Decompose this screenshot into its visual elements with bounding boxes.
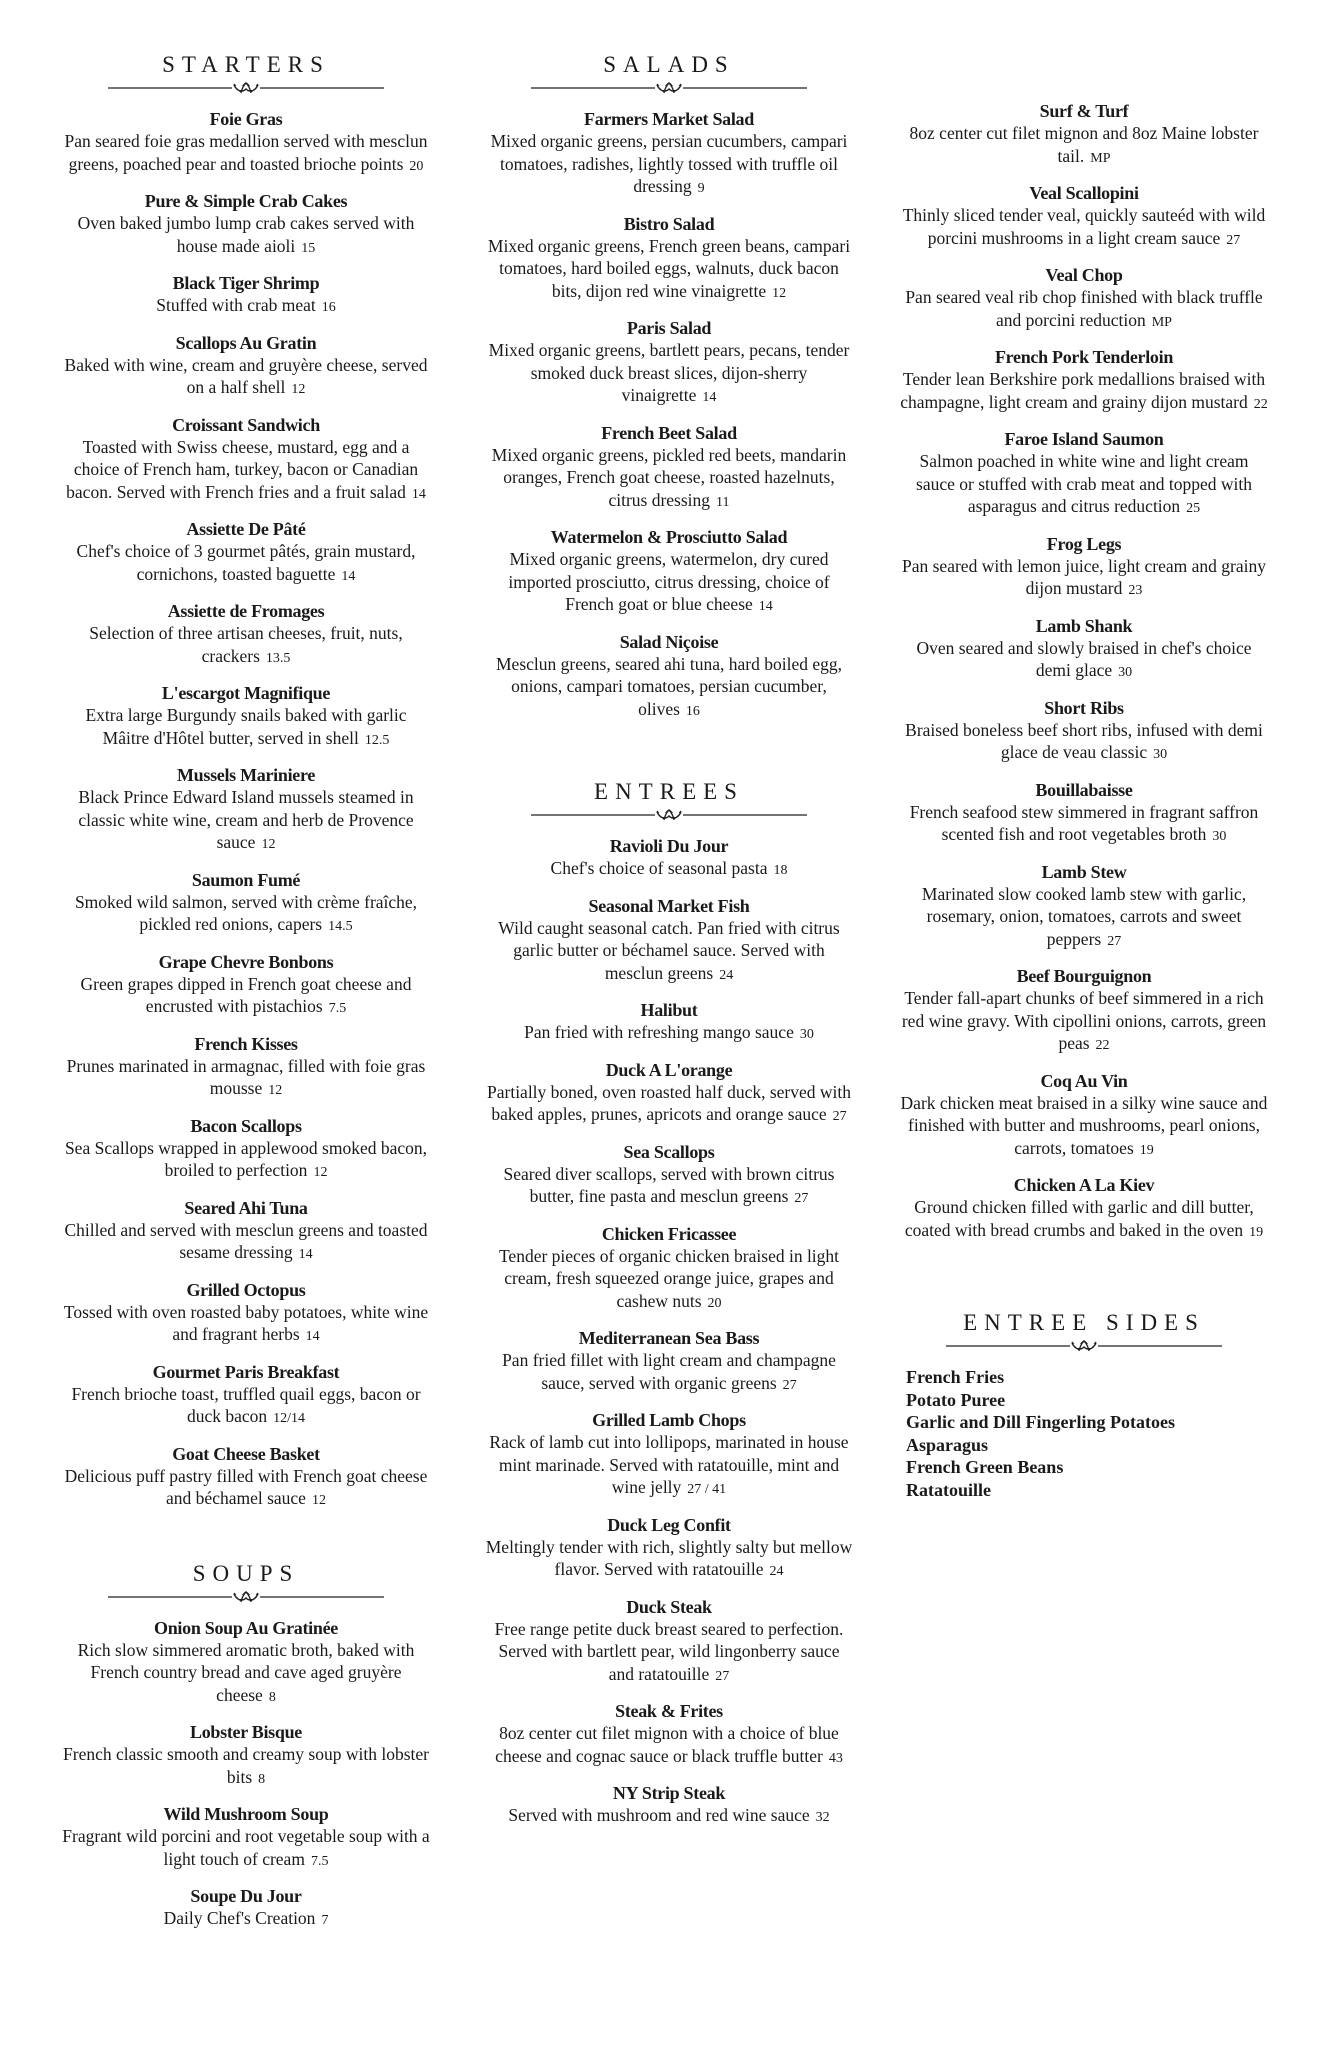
menu-item-description — [900, 1092, 1268, 1163]
menu-item-price: 11 — [716, 494, 730, 510]
menu-item-description — [62, 354, 430, 402]
menu-item — [62, 600, 430, 670]
menu-item-price: 12 — [772, 285, 787, 301]
salads-list — [485, 108, 853, 723]
menu-item-name: Coq Au Vin — [1040, 1070, 1128, 1091]
menu-item-description — [900, 883, 1268, 954]
description-text: Served with mushroom and red wine sauce — [508, 1805, 810, 1825]
menu-item — [485, 1059, 853, 1129]
menu-item-description — [485, 339, 853, 410]
menu-item — [62, 1617, 430, 1710]
menu-item-name: Bistro Salad — [623, 213, 715, 234]
menu-item — [485, 108, 853, 201]
column-right — [900, 100, 1268, 1501]
menu-item-price: 27 — [782, 1377, 797, 1393]
description-text: Mixed organic greens, watermelon, dry cured imported prosciutto, citrus dressing, choice of French goat or blue cheese — [508, 549, 830, 614]
menu-item-name: Soupe Du Jour — [190, 1886, 302, 1906]
menu-item-description — [485, 1618, 853, 1689]
menu-item — [62, 1803, 430, 1873]
menu-item — [900, 861, 1268, 954]
menu-item-price: 27 — [832, 1109, 847, 1124]
menu-item — [485, 895, 853, 988]
description-text: Pan fried with refreshing mango sauce — [524, 1022, 794, 1042]
menu-item — [485, 631, 853, 724]
menu-item — [485, 422, 853, 515]
menu-item-description — [900, 204, 1268, 252]
menu-item-description — [900, 368, 1268, 416]
description-text: Tender lean Berkshire pork medallions braised with champagne, light cream and grainy dijon mustard — [900, 369, 1266, 412]
menu-item — [62, 272, 430, 320]
fleur-flourish-icon — [531, 807, 807, 823]
menu-item-description — [485, 1081, 853, 1129]
section-header-salads — [485, 50, 853, 96]
menu-item-name: Veal Scallopini — [1029, 183, 1139, 203]
menu-item-price: 19 — [1249, 1224, 1264, 1240]
menu-item-name: Ravioli Du Jour — [609, 836, 729, 856]
description-text: French seafood stew simmered in fragrant saffron scented fish and root vegetables broth — [909, 801, 1259, 844]
menu-item-name: Croissant Sandwich — [172, 414, 320, 435]
menu-item-description — [900, 122, 1268, 170]
menu-item-description — [62, 891, 430, 939]
menu-item-price: 43 — [828, 1750, 843, 1766]
description-text: Mixed organic greens, pickled red beets, mandarin oranges, French goat cheese, roasted hazelnuts, citrus dressing — [491, 444, 847, 510]
menu-item-description — [485, 857, 853, 883]
section-title-sides: ENTREE SIDES — [963, 1310, 1205, 1335]
description-text: Fragrant wild porcini and root vegetable soup with a light touch of cream — [62, 1826, 430, 1869]
menu-item-name: Assiette De Pâté — [186, 519, 306, 539]
menu-item-price: 18 — [773, 863, 788, 878]
menu-item-description — [485, 1163, 853, 1211]
menu-item-price: 25 — [1186, 501, 1201, 516]
menu-item-name: Farmers Market Salad — [584, 109, 754, 129]
menu-item-description — [62, 704, 430, 752]
menu-item-description — [900, 637, 1268, 685]
sides-list — [900, 1366, 1268, 1501]
menu-item-name: Grilled Lamb Chops — [592, 1410, 746, 1430]
menu-item-description — [485, 1804, 853, 1830]
menu-item-price: 14 — [305, 1329, 320, 1344]
menu-item-price: 14 — [702, 390, 717, 405]
menu-item-price: 22 — [1253, 396, 1268, 412]
description-text: Oven seared and slowly braised in chef's choice demi glace — [916, 637, 1252, 680]
menu-item — [485, 213, 853, 306]
menu-item — [62, 869, 430, 939]
menu-item-name: Halibut — [640, 1000, 698, 1020]
section-header-sides — [900, 1308, 1268, 1354]
description-text: Braised boneless beef short ribs, infused with demi glace de veau classic — [905, 719, 1263, 762]
menu-item-name: Watermelon & Prosciutto Salad — [550, 527, 788, 547]
menu-item-description — [62, 540, 430, 588]
menu-item — [62, 1361, 430, 1431]
menu-item-price: 20 — [707, 1295, 722, 1311]
menu-item — [900, 428, 1268, 521]
menu-item-price: 12 — [313, 1165, 328, 1180]
menu-item-name: NY Strip Steak — [612, 1783, 726, 1803]
menu-item-name: Duck Leg Confit — [607, 1514, 731, 1535]
menu-item-description — [900, 1196, 1268, 1244]
menu-item-price: 27 — [1107, 933, 1122, 949]
description-text: Tender pieces of organic chicken braised in light cream, fresh squeezed orange juice, grapes and cashew nuts — [498, 1245, 840, 1311]
menu-item-price: 32 — [815, 1810, 830, 1825]
menu-item — [900, 533, 1268, 603]
menu-item-name: Surf & Turf — [1039, 101, 1129, 121]
description-text: Oven baked jumbo lump crab cakes served with house made aioli — [77, 213, 415, 256]
menu-item — [900, 182, 1268, 252]
menu-item-price: 7.5 — [328, 1001, 347, 1016]
description-text: 8oz center cut filet mignon and 8oz Maine lobster tail. — [909, 123, 1259, 166]
menu-item-price: 30 — [1118, 665, 1133, 680]
menu-item-name: Sea Scallops — [623, 1141, 715, 1162]
menu-item — [62, 1033, 430, 1103]
description-text: Tossed with oven roasted baby potatoes, white wine and fragrant herbs — [63, 1301, 429, 1344]
menu-item-name: Assiette de Fromages — [167, 601, 325, 621]
menu-item-description — [485, 1536, 853, 1584]
entrees-continued-list — [900, 100, 1268, 1244]
menu-item-price: 30 — [1212, 829, 1227, 844]
menu-item-name: Veal Chop — [1045, 265, 1123, 285]
menu-item-name: Chicken A La Kiev — [1013, 1175, 1155, 1195]
description-text: Stuffed with crab meat — [156, 295, 316, 315]
fleur-flourish-icon — [946, 1338, 1222, 1354]
menu-item — [62, 332, 430, 402]
menu-item-name: Steak & Frites — [615, 1701, 723, 1721]
fleur-flourish-icon — [531, 80, 807, 96]
menu-item-price: 22 — [1095, 1038, 1110, 1053]
description-text: Free range petite duck breast seared to perfection. Served with bartlett pear, wild lingonberry sauce and ratatouille — [494, 1618, 844, 1684]
description-text: Chilled and served with mesclun greens and toasted sesame dressing — [64, 1219, 428, 1262]
description-text: Dark chicken meat braised in a silky wine sauce and finished with butter and mushrooms, pearl onions, carrots, tomatoes — [900, 1092, 1268, 1158]
menu-item-price: 24 — [769, 1564, 784, 1579]
menu-item — [62, 518, 430, 588]
menu-item-description — [900, 555, 1268, 603]
menu-item — [900, 1070, 1268, 1163]
menu-item — [900, 965, 1268, 1058]
menu-item-description — [900, 450, 1268, 521]
description-text: Salmon poached in white wine and light cream sauce or stuffed with crab meat and topped with asparagus and citrus reduction — [916, 451, 1252, 516]
menu-item-price: 15 — [301, 240, 316, 256]
menu-item-description — [62, 1465, 430, 1513]
menu-item-price: 12 — [311, 1493, 326, 1508]
menu-item — [900, 1174, 1268, 1244]
menu-item-price: 14 — [411, 486, 426, 502]
menu-item — [485, 1327, 853, 1397]
description-text: Wild caught seasonal catch. Pan fried with citrus garlic butter or béchamel sauce. Served with mesclun greens — [498, 917, 840, 983]
menu-item-description — [62, 1825, 430, 1873]
menu-item-name: Bouillabaisse — [1035, 779, 1133, 800]
menu-item-price: 14.5 — [328, 919, 353, 934]
menu-item — [62, 1197, 430, 1267]
menu-item-description — [485, 1245, 853, 1316]
menu-item-name: Duck Steak — [626, 1596, 712, 1617]
description-text: Selection of three artisan cheeses, fruit, nuts, crackers — [89, 623, 403, 666]
menu-item — [62, 1279, 430, 1349]
menu-item-description — [485, 1349, 853, 1397]
menu-item — [900, 346, 1268, 416]
menu-item-name: Short Ribs — [1044, 697, 1124, 718]
entrees-list — [485, 835, 853, 1830]
section-header-starters — [62, 50, 430, 96]
menu-item — [62, 190, 430, 260]
menu-item-description — [62, 1383, 430, 1431]
description-text: Prunes marinated in armagnac, filled with foie gras mousse — [66, 1055, 426, 1098]
menu-item-description — [62, 130, 430, 178]
column-left — [62, 50, 430, 1945]
menu-item — [900, 264, 1268, 334]
menu-item — [900, 100, 1268, 170]
menu-item-name: Bacon Scallops — [190, 1115, 302, 1136]
menu-item-description — [485, 917, 853, 988]
menu-item-description — [900, 987, 1268, 1058]
menu-item-name: L'escargot Magnifique — [161, 683, 331, 703]
menu-item-description — [62, 212, 430, 260]
menu-item — [62, 108, 430, 178]
side-item: Ratatouille — [906, 1479, 991, 1500]
menu-item — [485, 1782, 853, 1830]
menu-item-description — [900, 801, 1268, 849]
description-text: Pan seared with lemon juice, light cream and grainy dijon mustard — [902, 555, 1266, 598]
menu-item — [900, 615, 1268, 685]
menu-item-price: 14 — [341, 568, 356, 584]
side-item: French Green Beans — [906, 1457, 1064, 1477]
description-text: French brioche toast, truffled quail eggs, bacon or duck bacon — [71, 1383, 421, 1426]
menu-item-name: Pure & Simple Crab Cakes — [144, 191, 348, 211]
menu-item-description — [485, 1431, 853, 1502]
description-text: Pan fried fillet with light cream and champagne sauce, served with organic greens — [502, 1350, 836, 1393]
side-item: Asparagus — [906, 1434, 989, 1455]
description-text: Smoked wild salmon, served with crème fraîche, pickled red onions, capers — [74, 891, 418, 934]
menu-item — [62, 414, 430, 507]
menu-item-description — [900, 286, 1268, 334]
menu-item — [62, 1443, 430, 1513]
section-title-starters: STARTERS — [162, 52, 330, 77]
section-title-entrees: ENTREES — [594, 779, 744, 804]
menu-item-description — [62, 1301, 430, 1349]
menu-item — [900, 779, 1268, 849]
menu-item — [485, 1223, 853, 1316]
menu-item-description — [62, 1055, 430, 1103]
menu-item-price: MP — [1090, 150, 1111, 166]
description-text: Mixed organic greens, bartlett pears, pecans, tender smoked duck breast slices, dijon-sherry vinaigrette — [488, 340, 850, 405]
menu-item-price: 20 — [409, 158, 424, 174]
menu-item-description — [485, 1722, 853, 1770]
menu-item — [62, 951, 430, 1021]
menu-item-name: Seared Ahi Tuna — [184, 1197, 308, 1218]
description-text: Black Prince Edward Island mussels steamed in classic white wine, cream and herb de Provence sauce — [78, 787, 414, 852]
description-text: Marinated slow cooked lamb stew with garlic, rosemary, onion, tomatoes, carrots and sweet peppers — [921, 883, 1247, 949]
description-text: Toasted with Swiss cheese, mustard, egg and a choice of French ham, turkey, bacon or Canadian bacon. Served with French fries and a fruit salad — [66, 436, 419, 502]
side-item: Potato Puree — [906, 1389, 1006, 1410]
menu-item-name: Seasonal Market Fish — [588, 895, 750, 916]
menu-item-price: 13.5 — [265, 650, 291, 666]
menu-item — [485, 1514, 853, 1584]
fleur-flourish-icon — [108, 1589, 384, 1605]
menu-item-name: Gourmet Paris Breakfast — [152, 1361, 340, 1382]
menu-item-name: Goat Cheese Basket — [172, 1443, 320, 1464]
soups-list — [62, 1617, 430, 1933]
description-text: Pan seared foie gras medallion served with mesclun greens, poached pear and toasted brioche points — [64, 131, 428, 174]
menu-item-name: French Pork Tenderloin — [994, 347, 1174, 367]
menu-item-price: 14 — [758, 599, 773, 614]
description-text: Chef's choice of 3 gourmet pâtés, grain mustard, cornichons, toasted baguette — [76, 541, 416, 584]
description-text: Tender fall-apart chunks of beef simmered in a rich red wine gravy. With cipollini onions, carrots, green peas — [901, 988, 1267, 1053]
menu-item-description — [62, 1743, 430, 1791]
menu-item-name: Onion Soup Au Gratinée — [154, 1617, 338, 1638]
description-text: Baked with wine, cream and gruyère cheese, served on a half shell — [64, 354, 428, 397]
menu-item-price: 27 — [794, 1191, 809, 1206]
description-text: Partially boned, oven roasted half duck, served with baked apples, prunes, apricots and orange sauce — [487, 1081, 851, 1124]
menu-item-description — [485, 548, 853, 619]
description-text: Meltingly tender with rich, slightly salty but mellow flavor. Served with ratatouille — [485, 1536, 853, 1579]
description-text: Ground chicken filled with garlic and dill butter, coated with bread crumbs and baked in the oven — [904, 1197, 1254, 1240]
fleur-flourish-icon — [108, 80, 384, 96]
menu-item — [485, 999, 853, 1047]
description-text: Mesclun greens, seared ahi tuna, hard boiled egg, onions, campari tomatoes, persian cucumber, olives — [496, 653, 842, 719]
section-title-salads: SALADS — [603, 52, 735, 77]
menu-item-price: 19 — [1139, 1142, 1154, 1158]
menu-item-description — [62, 1907, 430, 1933]
menu-item-name: Faroe Island Saumon — [1004, 429, 1164, 449]
menu-item-price: 8 — [268, 1689, 276, 1705]
menu-item-name: Scallops Au Gratin — [175, 332, 317, 353]
menu-item-name: Lamb Shank — [1035, 615, 1133, 636]
menu-item-name: Mussels Mariniere — [176, 765, 316, 785]
description-text: Rack of lamb cut into lollipops, marinated in house mint marinade. Served with ratatouille, mint and wine jelly — [489, 1432, 849, 1497]
description-text: Extra large Burgundy snails baked with garlic Mâitre d'Hôtel butter, served in shell — [85, 705, 407, 748]
menu-item-price: 12/14 — [273, 1411, 306, 1426]
menu-item-price: 12 — [291, 382, 306, 397]
menu-item-name: Black Tiger Shrimp — [172, 273, 320, 293]
menu-item-description — [62, 1137, 430, 1185]
column-middle — [485, 50, 853, 1842]
menu-item-price: 27 — [1226, 232, 1241, 248]
menu-item-price: 16 — [321, 300, 336, 315]
menu-item — [900, 697, 1268, 767]
menu-item-name: Salad Niçoise — [619, 631, 719, 652]
menu-item-price: MP — [1151, 314, 1172, 330]
menu-item-name: French Beet Salad — [601, 422, 737, 443]
menu-item-name: Duck A L'orange — [605, 1059, 733, 1080]
menu-item — [485, 1141, 853, 1211]
menu-item-name: Saumon Fumé — [191, 869, 301, 890]
menu-item-description — [62, 294, 430, 320]
side-item: French Fries — [906, 1367, 1005, 1387]
menu-item — [62, 1721, 430, 1791]
menu-item-description — [485, 235, 853, 306]
description-text: Rich slow simmered aromatic broth, baked with French country bread and cave aged gruyère cheese — [77, 1639, 415, 1705]
menu-item — [485, 1409, 853, 1502]
description-text: Delicious puff pastry filled with French goat cheese and béchamel sauce — [64, 1465, 428, 1508]
menu-item-price: 30 — [1153, 747, 1168, 762]
menu-item — [62, 682, 430, 752]
menu-item-name: Foie Gras — [209, 109, 283, 129]
menu-item-description — [62, 1639, 430, 1710]
menu-item-name: Lobster Bisque — [190, 1722, 302, 1742]
section-title-soups: SOUPS — [192, 1560, 300, 1586]
menu-item-description — [485, 653, 853, 724]
menu-item-name: Mediterranean Sea Bass — [578, 1328, 760, 1348]
description-text: Daily Chef's Creation — [163, 1908, 316, 1928]
starters-list — [62, 108, 430, 1513]
menu-item-description — [62, 622, 430, 670]
description-text: Sea Scallops wrapped in applewood smoked bacon, broiled to perfection — [64, 1137, 428, 1180]
menu-item-price: 27 / 41 — [687, 1482, 727, 1497]
description-text: French classic smooth and creamy soup with lobster bits — [63, 1744, 429, 1787]
menu-item-price: 12 — [268, 1083, 283, 1098]
menu-item-price: 9 — [697, 181, 705, 196]
menu-item-description — [485, 1021, 853, 1047]
menu-item-name: Grape Chevre Bonbons — [158, 951, 334, 972]
menu-item-price: 27 — [715, 1668, 730, 1684]
menu-item-description — [485, 130, 853, 201]
menu-item-price: 24 — [719, 967, 734, 983]
menu-item-description — [62, 436, 430, 507]
description-text: 8oz center cut filet mignon with a choice of blue cheese and cognac sauce or black truffle butter — [495, 1723, 839, 1766]
menu-item — [485, 317, 853, 410]
menu-item-price: 7 — [321, 1913, 329, 1928]
menu-item-description — [62, 786, 430, 857]
menu-item — [62, 1115, 430, 1185]
menu-item-name: Wild Mushroom Soup — [163, 1804, 329, 1824]
menu-item — [62, 764, 430, 857]
side-item: Garlic and Dill Fingerling Potatoes — [906, 1412, 1175, 1432]
menu-item — [485, 835, 853, 883]
menu-item-description — [62, 1219, 430, 1267]
menu-item-price: 23 — [1128, 583, 1143, 598]
description-text: Mixed organic greens, persian cucumbers, campari tomatoes, radishes, lightly tossed with truffle oil dressing — [490, 131, 848, 196]
menu-item-price: 16 — [685, 703, 700, 719]
description-text: Mixed organic greens, French green beans, campari tomatoes, hard boiled eggs, walnuts, duck bacon bits, dijon red wine vinaigrette — [487, 235, 851, 301]
menu-item-name: French Kisses — [194, 1033, 298, 1054]
menu-item-name: Beef Bourguignon — [1016, 966, 1152, 986]
menu-item-name: Paris Salad — [626, 318, 712, 338]
menu-item-price: 12.5 — [364, 732, 390, 748]
section-header-soups — [62, 1559, 430, 1605]
menu-item-price: 12 — [261, 837, 276, 852]
menu-item-description — [485, 444, 853, 515]
menu-item — [485, 1596, 853, 1689]
menu-item-price: 7.5 — [310, 1853, 329, 1869]
menu-item-price: 8 — [258, 1771, 266, 1787]
menu-item — [485, 526, 853, 619]
description-text: Pan seared veal rib chop finished with black truffle and porcini reduction — [905, 287, 1263, 330]
menu-item — [62, 1885, 430, 1933]
description-text: Green grapes dipped in French goat cheese and encrusted with pistachios — [80, 973, 412, 1016]
menu-item-name: Frog Legs — [1046, 533, 1122, 554]
description-text: Thinly sliced tender veal, quickly sauteéd with wild porcini mushrooms in a light cream sauce — [902, 205, 1266, 248]
section-header-entrees — [485, 777, 853, 823]
menu-item-description — [62, 973, 430, 1021]
menu-item — [485, 1700, 853, 1770]
menu-item-name: Grilled Octopus — [186, 1279, 306, 1300]
description-text: Seared diver scallops, served with brown citrus butter, fine pasta and mesclun greens — [503, 1163, 835, 1206]
menu-item-description — [900, 719, 1268, 767]
menu-item-price: 14 — [298, 1247, 313, 1262]
menu-item-price: 30 — [799, 1027, 814, 1042]
menu-item-name: Lamb Stew — [1041, 861, 1127, 882]
menu-item-name: Chicken Fricassee — [601, 1223, 737, 1244]
description-text: Chef's choice of seasonal pasta — [550, 858, 768, 878]
